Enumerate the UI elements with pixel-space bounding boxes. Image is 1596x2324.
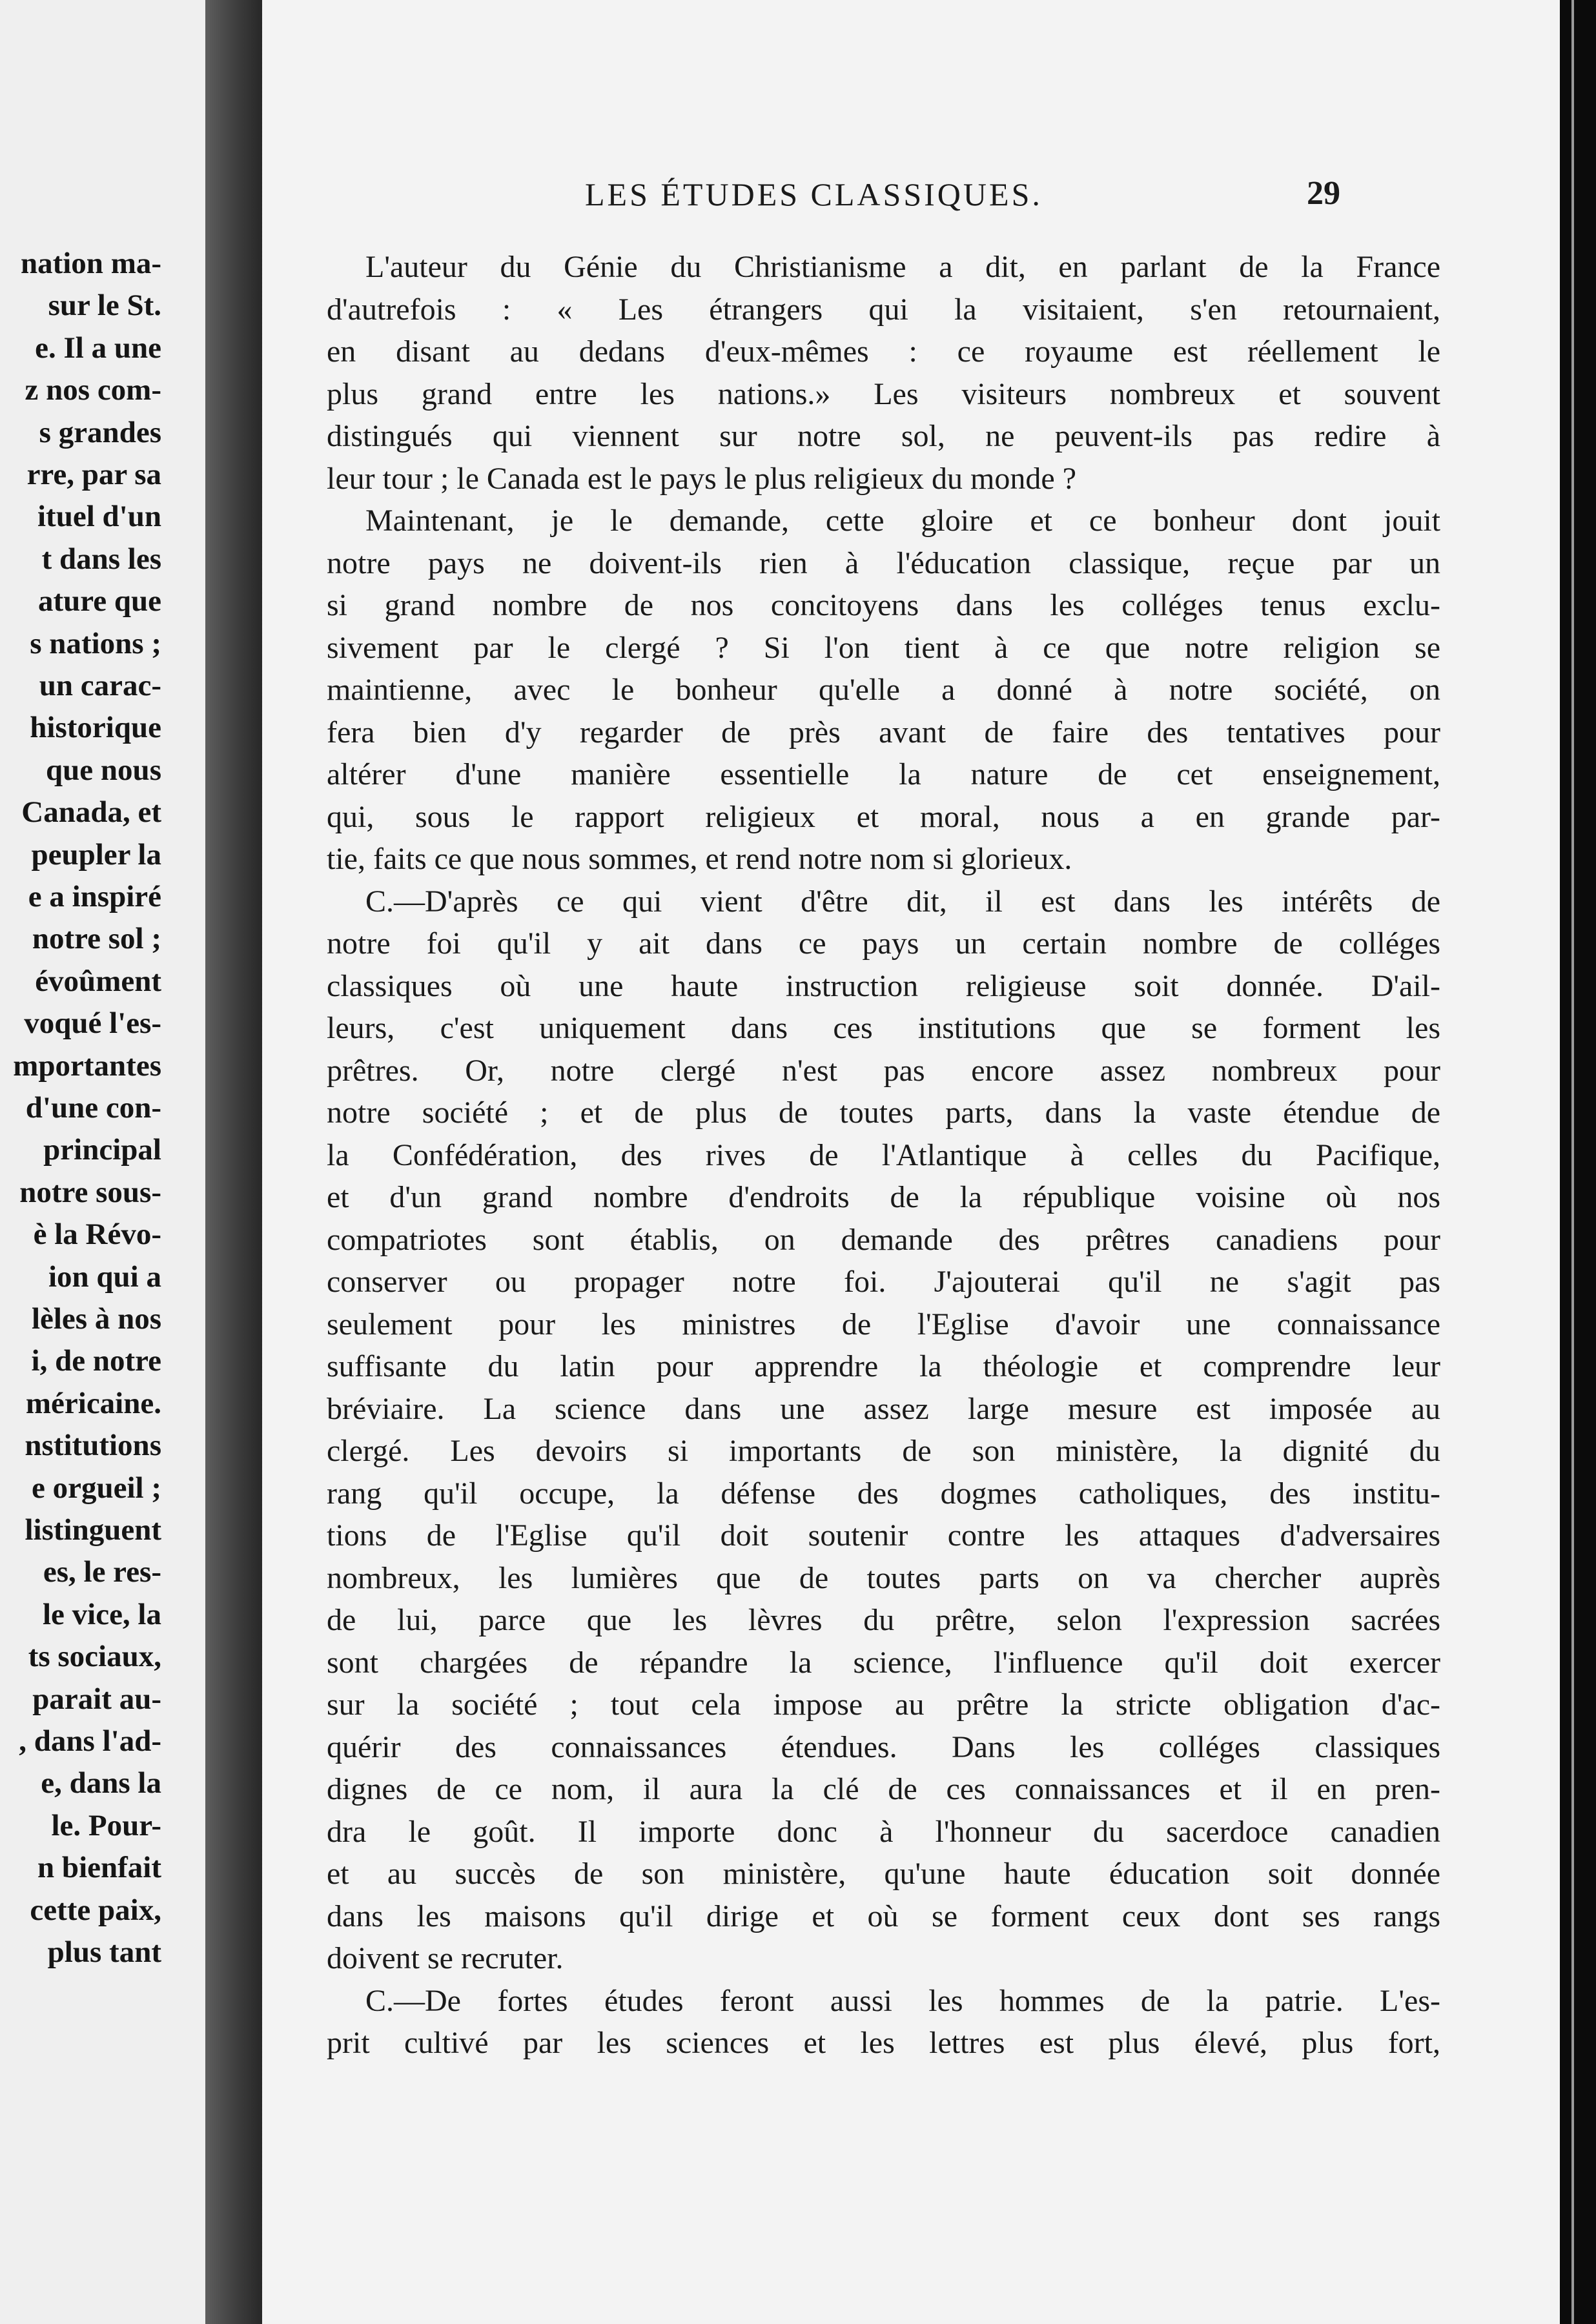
facing-page-line: un carac- bbox=[39, 669, 161, 702]
text-line: quérir des connaissances étendues. Dans les colléges classiques bbox=[327, 1729, 1440, 1764]
facing-page-line: Canada, et bbox=[21, 795, 161, 830]
text-line: tie, faits ce que nous sommes, et rend notre nom si glorieux. bbox=[327, 842, 1072, 876]
facing-page-line: , dans l'ad- bbox=[19, 1724, 161, 1758]
facing-page-line: notre sol ; bbox=[32, 922, 161, 956]
text-line: leurs, c'est uniquement dans ces institutions que se forment les bbox=[327, 1011, 1440, 1045]
text-line: distingués qui viennent sur notre sol, ne peuvent-ils pas redire à bbox=[327, 419, 1440, 453]
text-line: en disant au dedans d'eux-mêmes : ce royaume est réellement le bbox=[327, 334, 1440, 369]
text-line: dans les maisons qu'il dirige et où se forment ceux dont ses rangs bbox=[327, 1899, 1440, 1933]
facing-page-line: rre, par sa bbox=[26, 458, 161, 491]
running-head: LES ÉTUDES CLASSIQUES. bbox=[585, 176, 1043, 212]
facing-page-line: e. Il a une bbox=[35, 331, 161, 365]
text-line: maintienne, avec le bonheur qu'elle a donné à notre société, on bbox=[327, 673, 1440, 707]
text-line: notre foi qu'il y ait dans ce pays un certain nombre de colléges bbox=[327, 926, 1440, 961]
facing-page-line: ion qui a bbox=[48, 1259, 161, 1294]
text-line: C.—D'après ce qui vient d'être dit, il est dans les intérêts de bbox=[365, 884, 1440, 919]
text-line: seulement pour les ministres de l'Eglise d'avoir une connaissance bbox=[327, 1307, 1440, 1341]
text-line: dra le goût. Il importe donc à l'honneur du sacerdoce canadien bbox=[327, 1814, 1440, 1849]
text-line: classiques où une haute instruction religieuse soit donnée. D'ail- bbox=[327, 968, 1440, 1003]
facing-page-line: que nous bbox=[46, 753, 161, 787]
facing-page-line: nstitutions bbox=[25, 1429, 161, 1463]
facing-page-line: lèles à nos bbox=[31, 1302, 161, 1336]
page-edge bbox=[1571, 0, 1574, 2324]
facing-page-line: sur le St. bbox=[48, 289, 161, 323]
text-line: sont chargées de répandre la science, l'influence qu'il doit exercer bbox=[327, 1645, 1440, 1680]
text-line: la Confédération, des rives de l'Atlantique à celles du Pacifique, bbox=[327, 1137, 1440, 1172]
text-line: dignes de ce nom, il aura la clé de ces connaissances et il en pren- bbox=[327, 1772, 1440, 1806]
facing-page-line: z nos com- bbox=[25, 373, 161, 407]
book-gutter bbox=[205, 0, 262, 2324]
text-line: Maintenant, je le demande, cette gloire et ce bonheur dont jouit bbox=[365, 504, 1440, 538]
facing-page-line: e a inspiré bbox=[28, 880, 161, 913]
text-line: et d'un grand nombre d'endroits de la république voisine où nos bbox=[327, 1180, 1440, 1214]
facing-page-line: e orgueil ; bbox=[32, 1471, 161, 1505]
text-line: leur tour ; le Canada est le pays le plus religieux du monde ? bbox=[327, 461, 1076, 496]
facing-page-line: listinguent bbox=[25, 1513, 161, 1547]
facing-page-line: peupler la bbox=[31, 837, 161, 872]
facing-page-line: ituel d'un bbox=[37, 500, 161, 534]
text-line: bréviaire. La science dans une assez large mesure est imposée au bbox=[327, 1391, 1440, 1426]
book-page bbox=[262, 0, 1560, 2324]
text-line: de lui, parce que les lèvres du prêtre, selon l'expression sacrées bbox=[327, 1603, 1440, 1637]
text-line: sur la société ; tout cela impose au prêtre la stricte obligation d'ac- bbox=[327, 1687, 1440, 1722]
facing-page-line: s grandes bbox=[39, 415, 161, 449]
facing-page-line: le vice, la bbox=[42, 1597, 161, 1631]
facing-page-line: principal bbox=[43, 1133, 161, 1167]
facing-page-line: méricaine. bbox=[25, 1386, 161, 1420]
facing-page-line: ts sociaux, bbox=[28, 1640, 161, 1674]
facing-page-line: notre sous- bbox=[19, 1175, 161, 1209]
text-line: doivent se recruter. bbox=[327, 1941, 564, 1975]
facing-page-line: parait au- bbox=[32, 1682, 161, 1716]
text-line: clergé. Les devoirs si importants de son ministère, la dignité du bbox=[327, 1434, 1440, 1468]
text-line: conserver ou propager notre foi. J'ajouterai qu'il ne s'agit pas bbox=[327, 1265, 1440, 1299]
facing-page-line: cette paix, bbox=[30, 1893, 161, 1927]
text-line: prit cultivé par les sciences et les lettres est plus élevé, plus fort, bbox=[327, 2026, 1440, 2060]
text-line: altérer d'une manière essentielle la nature de cet enseignement, bbox=[327, 757, 1440, 791]
facing-page-line: voqué l'es- bbox=[24, 1006, 161, 1041]
text-line: rang qu'il occupe, la défense des dogmes catholiques, des institu- bbox=[327, 1476, 1440, 1511]
facing-page-line: è la Révo- bbox=[33, 1218, 161, 1252]
text-line: si grand nombre de nos concitoyens dans les colléges tenus exclu- bbox=[327, 588, 1440, 622]
text-line: notre société ; et de plus de toutes parts, dans la vaste étendue de bbox=[327, 1096, 1440, 1130]
text-line: prêtres. Or, notre clergé n'est pas encore assez nombreux pour bbox=[327, 1053, 1440, 1088]
text-line: notre pays ne doivent-ils rien à l'éducation classique, reçue par un bbox=[327, 545, 1440, 580]
facing-page-line: ature que bbox=[37, 584, 161, 618]
facing-page-line: le. Pour- bbox=[51, 1808, 161, 1842]
facing-page-line: e, dans la bbox=[41, 1766, 161, 1800]
text-line: d'autrefois : « Les étrangers qui la visitaient, s'en retournaient, bbox=[327, 292, 1440, 327]
facing-page-fragment bbox=[0, 0, 205, 2324]
facing-page-line: mportantes bbox=[13, 1048, 161, 1083]
facing-page-line: i, de notre bbox=[31, 1344, 161, 1378]
facing-page-line: plus tant bbox=[47, 1935, 161, 1969]
facing-page-line: historique bbox=[30, 711, 161, 745]
facing-page-line: t dans les bbox=[41, 542, 161, 576]
text-line: plus grand entre les nations.» Les visiteurs nombreux et souvent bbox=[327, 376, 1440, 411]
page-number: 29 bbox=[1307, 175, 1340, 212]
text-line: sivement par le clergé ? Si l'on tient à ce que notre religion se bbox=[327, 630, 1440, 665]
facing-page-line: évoûment bbox=[35, 964, 161, 998]
text-line: L'auteur du Génie du Christianisme a dit, en parlant de la France bbox=[365, 250, 1440, 284]
facing-page-line: s nations ; bbox=[30, 626, 161, 660]
text-line: tions de l'Eglise qu'il doit soutenir contre les attaques d'adversaires bbox=[327, 1518, 1440, 1553]
text-line: et au succès de son ministère, qu'une haute éducation soit donnée bbox=[327, 1857, 1440, 1891]
text-line: compatriotes sont établis, on demande des prêtres canadiens pour bbox=[327, 1222, 1440, 1257]
text-line: C.—De fortes études feront aussi les hommes de la patrie. L'es- bbox=[365, 1983, 1440, 2018]
text-line: nombreux, les lumières que de toutes parts on va chercher auprès bbox=[327, 1560, 1440, 1595]
text-line: qui, sous le rapport religieux et moral, nous a en grande par- bbox=[327, 799, 1440, 834]
text-line: suffisante du latin pour apprendre la théologie et comprendre leur bbox=[327, 1349, 1440, 1383]
facing-page-line: d'une con- bbox=[25, 1091, 161, 1125]
facing-page-line: es, le res- bbox=[43, 1555, 161, 1589]
facing-page-line: n bienfait bbox=[37, 1851, 161, 1885]
text-line: fera bien d'y regarder de près avant de faire des tentatives pour bbox=[327, 715, 1440, 749]
facing-page-line: nation ma- bbox=[20, 247, 161, 280]
